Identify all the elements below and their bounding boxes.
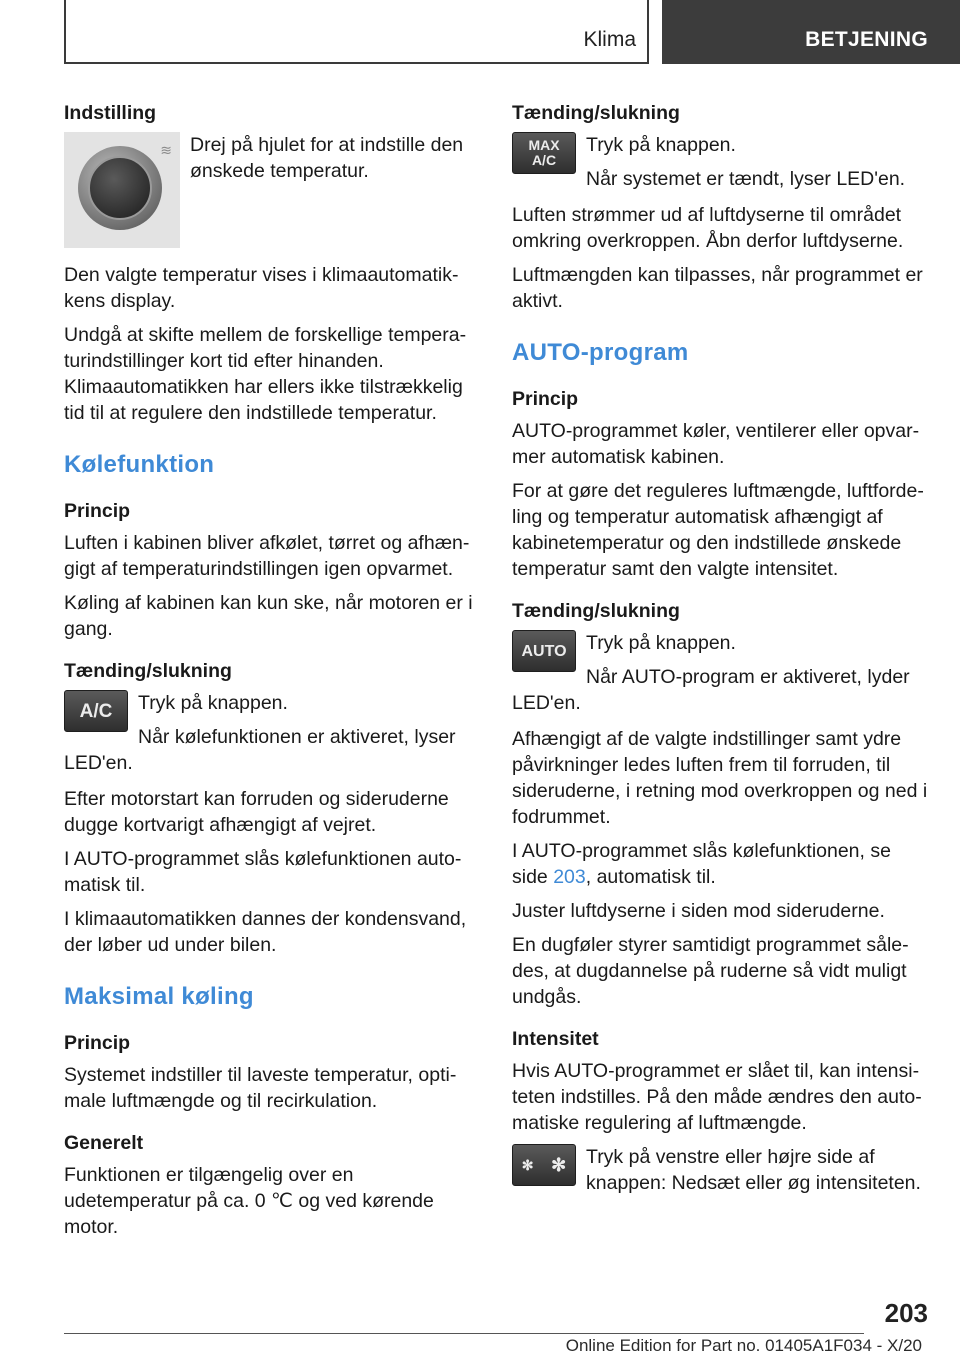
fan-figure-row xyxy=(512,1144,928,1196)
left-column xyxy=(64,100,480,1248)
heat-waves-icon: ≋ xyxy=(160,142,172,158)
maxac-led-text: Når systemet er tændt, lyser LED'en. xyxy=(586,168,906,190)
section-heading-auto-program: AUTO-program xyxy=(512,339,689,366)
header-chapter-tab: BETJENING xyxy=(662,0,960,64)
temperature-knob-image xyxy=(64,132,180,248)
knob-icon xyxy=(78,146,162,230)
indstilling-heading: Indstilling xyxy=(64,102,157,124)
subheading-generelt: Generelt xyxy=(64,1132,144,1154)
paragraph-with-reference xyxy=(512,838,928,890)
paragraph: Luften strømmer ud af luftdyserne til området omkring overkroppen. Åbn derfor luftdyserne. xyxy=(512,204,904,252)
section-heading-kolefunktion: Kølefunktion xyxy=(64,451,215,478)
fan-intensity-button-icon xyxy=(512,1144,576,1186)
reference-text-before: I AUTO-programmet slås kølefunktionen, se side xyxy=(512,840,891,888)
subheading-princip: Princip xyxy=(64,500,131,522)
paragraph: Systemet indstiller til laveste temperatur, optimale luftmængde og til recirkulation. xyxy=(64,1064,457,1112)
subheading-intensitet: Intensitet xyxy=(512,1028,599,1050)
subheading-princip: Princip xyxy=(64,1032,131,1054)
footer-edition: Online Edition for Part no. 01405A1F034 - X/20 xyxy=(565,1336,922,1355)
page-number: 203 xyxy=(884,1298,928,1328)
paragraph: Juster luftdyserne i siden mod sideruderne. xyxy=(512,900,885,922)
paragraph: Hvis AUTO-programmet er slået til, kan intensiteten indstilles. På den måde ændres den automatiske regulering af luftmængde. xyxy=(512,1060,922,1134)
paragraph: AUTO-programmet køler, ventilerer eller opvarmer automatisk kabinen. xyxy=(512,420,920,468)
knob-figure-row xyxy=(64,132,480,252)
right-column xyxy=(512,100,928,1196)
max-ac-button-icon xyxy=(512,132,576,174)
fan-large-icon: ✻ xyxy=(551,1154,567,1175)
paragraph: Undgå at skifte mellem de forskellige temperaturindstillinger kort tid efter hinanden. Klimaautomatikken har ellers ikke tilstrækkelig tid til at regulere den indstillede temperatur. xyxy=(64,324,467,424)
paragraph: Luften i kabinen bliver afkølet, tørret og afhængigt af temperaturindstillingen igen opvarmet. xyxy=(64,532,470,580)
auto-button-icon: AUTO xyxy=(512,630,576,672)
subheading-taending: Tænding/slukning xyxy=(512,102,680,124)
paragraph: Afhængigt af de valgte indstillinger samt ydre påvirkninger ledes luften frem til forruden, til sideruderne, i retning mod overkroppen og ned i fodrummet. xyxy=(512,728,928,828)
maxac-figure-row xyxy=(512,132,928,192)
fan-small-icon: ✻ xyxy=(521,1156,534,1173)
reference-text-after: , automatisk til. xyxy=(585,866,716,888)
paragraph: En dugføler styrer samtidigt programmet således, at dugdannelse på ruderne så vidt muligt undgås. xyxy=(512,934,909,1008)
footer-divider xyxy=(64,1333,864,1334)
paragraph: For at gøre det reguleres luftmængde, luftfordeling og temperatur automatisk afhængigt af kabinetemperatur og den indstillede ønskede temperatur samt den valgte intensitet. xyxy=(512,480,924,580)
fan-text: Tryk på venstre eller højre side af knappen: Nedsæt eller øg intensiteten. xyxy=(586,1146,921,1194)
max-ac-label-top: MAX xyxy=(528,137,560,153)
subheading-taending: Tænding/slukning xyxy=(512,600,680,622)
subheading-princip: Princip xyxy=(512,388,579,410)
header-section-title: Klima xyxy=(583,28,636,51)
paragraph: I klimaautomatikken dannes der kondensvand, der løber ud under bilen. xyxy=(64,908,467,956)
auto-figure-row xyxy=(512,630,928,716)
ac-press-text: Tryk på knappen. xyxy=(138,692,288,714)
maxac-press-text: Tryk på knappen. xyxy=(586,134,736,156)
subheading-taending: Tænding/slukning xyxy=(64,660,232,682)
paragraph: Luftmængden kan tilpasses, når programmet er aktivt. xyxy=(512,264,923,312)
auto-led-text: Når AUTO-program er aktiveret, lyder LED'en. xyxy=(512,666,910,714)
paragraph: Efter motorstart kan forruden og sideruderne dugge kortvarigt afhængigt af vejret. xyxy=(64,788,449,836)
paragraph: Funktionen er tilgængelig over en udetemperatur på ca. 0 ℃ og ved kørende motor. xyxy=(64,1164,434,1238)
paragraph: Den valgte temperatur vises i klimaautomatikkens display. xyxy=(64,264,459,312)
auto-press-text: Tryk på knappen. xyxy=(586,632,736,654)
ac-figure-row xyxy=(64,690,480,776)
knob-text: Drej på hjulet for at indstille den ønskede temperatur. xyxy=(190,134,464,182)
page-reference-link[interactable]: 203 xyxy=(553,866,586,888)
section-heading-maksimal: Maksimal køling xyxy=(64,983,254,1010)
max-ac-label-bottom: A/C xyxy=(531,152,557,168)
ac-button-icon: A/C xyxy=(64,690,128,732)
paragraph: I AUTO-programmet slås kølefunktionen automatisk til. xyxy=(64,848,462,896)
paragraph: Køling af kabinen kan kun ske, når motoren er i gang. xyxy=(64,592,473,640)
ac-led-text: Når kølefunktionen er aktiveret, lyser LED'en. xyxy=(64,726,456,774)
